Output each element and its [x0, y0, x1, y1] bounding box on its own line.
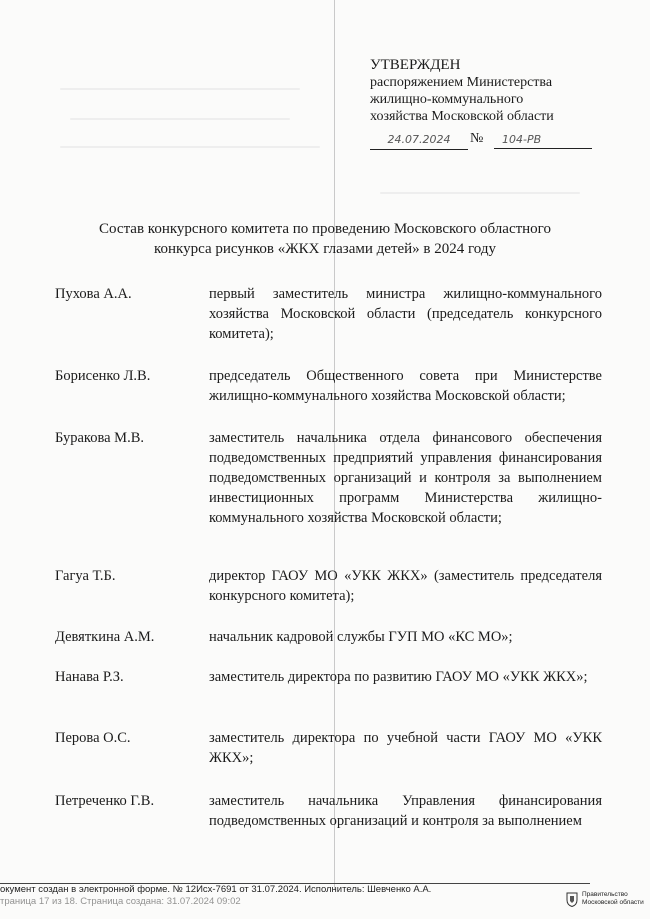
approval-block [370, 56, 610, 153]
approval-line-1: распоряжением Министерства [370, 75, 553, 90]
member-role: первый заместитель министра жилищно-коммунального хозяйства Московской области (председатель конкурсного комитета); [209, 286, 602, 342]
gov-text-line-1: Правительство [582, 891, 628, 898]
approval-signature-row [370, 127, 610, 153]
member-role: директор ГАОУ МО «УКК ЖКХ» (заместитель председателя конкурсного комитета); [209, 568, 602, 604]
member-role: заместитель начальника отдела финансового обеспечения подведомственных предприятий управления финансирования подведомственных организаций и контроля за выполнением инвестиционных программ Министерства жилищно-коммунального хозяйства Московской области; [209, 430, 602, 526]
member-role: начальник кадровой службы ГУП МО «КС МО»; [209, 629, 513, 645]
member-name: Петреченко Г.В. [55, 793, 155, 809]
member-role: заместитель директора по развитию ГАОУ МО «УКК ЖКХ»; [209, 669, 588, 685]
handwritten-number: 104-РВ [494, 127, 592, 149]
title-line-1: Состав конкурсного комитета по проведению Московского областного [99, 221, 551, 237]
handwritten-date: 24.07.2024 [370, 127, 468, 150]
document-title [60, 219, 590, 259]
footer-page-info: траница 17 из 18. Страница создана: 31.07.2024 09:02 [0, 896, 241, 907]
member-role: заместитель директора по учебной части ГАОУ МО «УКК ЖКХ»; [209, 730, 602, 766]
member-name: Борисенко Л.В. [55, 368, 151, 384]
approval-heading: УТВЕРЖДЕН [370, 57, 461, 73]
member-name: Девяткина А.М. [55, 629, 155, 645]
number-label: № [470, 131, 484, 146]
government-logo-text [582, 891, 644, 907]
member-name: Буракова М.В. [55, 430, 144, 446]
title-line-2: конкурса рисунков «ЖКХ глазами детей» в 2024 году [153, 241, 496, 257]
gov-text-line-2: Московской области [582, 899, 644, 906]
bleed-through-mark [380, 192, 580, 194]
member-name: Гагуа Т.Б. [55, 568, 116, 584]
member-name: Перова О.С. [55, 730, 131, 746]
member-name: Нанава Р.З. [55, 669, 124, 685]
coat-of-arms-icon [566, 892, 578, 907]
approval-line-2: жилищно-коммунального [370, 92, 524, 107]
bleed-through-mark [70, 118, 290, 120]
bleed-through-mark [60, 146, 320, 148]
member-role: заместитель начальника Управления финансирования подведомственных организаций и контроля за выполнением [209, 793, 602, 829]
bleed-through-mark [60, 88, 300, 90]
government-logo [566, 890, 644, 910]
footer-document-info: окумент создан в электронной форме. № 12Исх-7691 от 31.07.2024. Исполнитель: Шевченко А.А. [0, 884, 432, 895]
member-name: Пухова А.А. [55, 286, 132, 302]
approval-line-3: хозяйства Московской области [370, 109, 554, 124]
member-role: председатель Общественного совета при Министерстве жилищно-коммунального хозяйства Московской области; [209, 368, 602, 404]
